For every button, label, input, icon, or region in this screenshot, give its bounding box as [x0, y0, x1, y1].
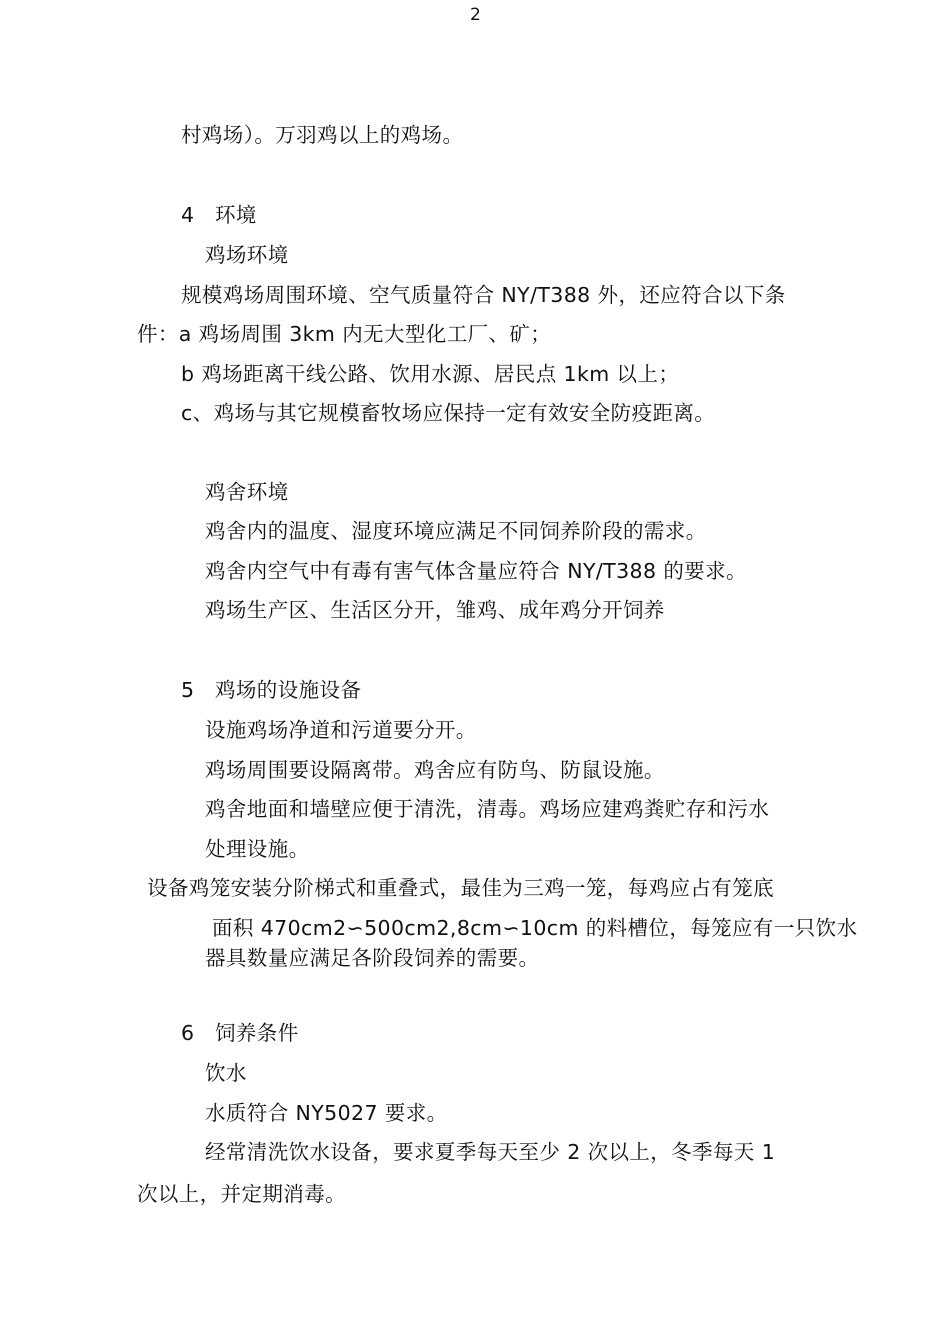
paragraph-text: 规模鸡场周围环境、空气质量符合 NY/T388 外，还应符合以下条 — [181, 283, 786, 307]
page-number: 2 — [470, 5, 481, 25]
section-number: 5 — [181, 678, 195, 702]
paragraph-text: c、鸡场与其它规模畜牧场应保持一定有效安全防疫距离。 — [181, 401, 716, 425]
paragraph-text: 次以上，并定期消毒。 — [137, 1182, 346, 1206]
subsection-heading: 饮水 — [205, 1061, 247, 1085]
paragraph-text: 鸡舍内空气中有毒有害气体含量应符合 NY/T388 的要求。 — [205, 559, 747, 583]
section-number: 6 — [181, 1021, 195, 1045]
section-heading-6 — [181, 1020, 299, 1046]
section-title: 饲养条件 — [215, 1021, 299, 1045]
paragraph-text: 水质符合 NY5027 要求。 — [205, 1101, 448, 1125]
paragraph-text: 件：a 鸡场周围 3km 内无大型化工厂、矿； — [137, 322, 552, 346]
paragraph-text: 处理设施。 — [205, 837, 310, 861]
paragraph-text: 鸡场生产区、生活区分开，雏鸡、成年鸡分开饲养 — [205, 598, 665, 622]
paragraph-text: 经常清洗饮水设备，要求夏季每天至少 2 次以上，冬季每天 1 — [205, 1140, 776, 1164]
paragraph-text: 鸡舍地面和墙壁应便于清洗，清毒。鸡场应建鸡粪贮存和污水 — [205, 797, 770, 821]
paragraph-text: 器具数量应满足各阶段饲养的需要。 — [205, 946, 540, 970]
section-title: 鸡场的设施设备 — [215, 678, 362, 702]
section-heading-5 — [181, 677, 361, 703]
paragraph-text: 面积 470cm2∽500cm2,8cm∽10cm 的料槽位，每笼应有一只饮水 — [212, 916, 858, 940]
section-title: 环境 — [215, 203, 257, 227]
paragraph-text: 设施鸡场净道和污道要分开。 — [205, 718, 477, 742]
section-heading-4 — [181, 202, 257, 228]
paragraph-text: 设备鸡笼安装分阶梯式和重叠式，最佳为三鸡一笼，每鸡应占有笼底 — [147, 876, 774, 900]
paragraph-text: 村鸡场）。万羽鸡以上的鸡场。 — [181, 123, 464, 147]
paragraph-text: 鸡舍内的温度、湿度环境应满足不同饲养阶段的需求。 — [205, 519, 707, 543]
paragraph-text: 鸡场周围要设隔离带。鸡舍应有防鸟、防鼠设施。 — [205, 758, 665, 782]
paragraph-text: b 鸡场距离干线公路、饮用水源、居民点 1km 以上； — [181, 362, 680, 386]
subsection-heading: 鸡舍环境 — [205, 480, 289, 504]
subsection-heading: 鸡场环境 — [205, 243, 289, 267]
section-number: 4 — [181, 203, 195, 227]
